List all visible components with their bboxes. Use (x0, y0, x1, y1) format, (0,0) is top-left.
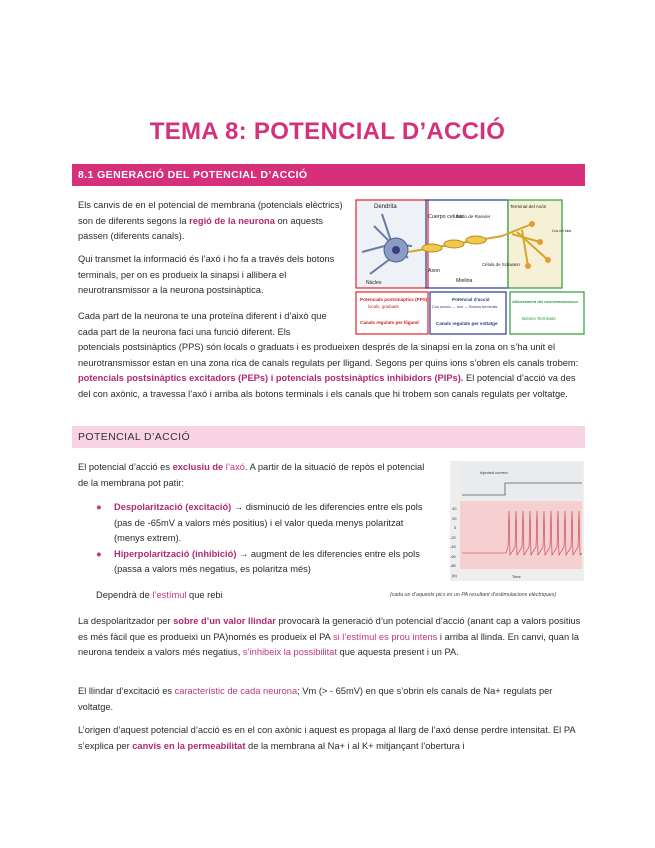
membrane-panel (460, 501, 582, 569)
svg-text:40: 40 (452, 506, 457, 511)
label-axon: Axon (428, 268, 440, 274)
box-nt-foot: Botons Terminals (522, 316, 556, 321)
paragraph-threshold: La despolaritzador per sobre d’un valor llindar provocarà la generació d’un potencial d’acció (anant cap a valors positius es més fàcil que es produeixi un PA)només es produeix el PA si l’estímul es prou intens i arriba al llinda. En canvi, quan la neurona tendeix a valors més negatius, s’inhibeix la possibilitat que aquesta present i un PA. (78, 616, 581, 657)
neuron-diagram (352, 196, 587, 337)
injected-current-panel (460, 463, 582, 499)
panel-label: (b) (452, 573, 457, 578)
paragraph-axon: Qui transmet la informació és l’axó i ho fa a través dels botons terminals, per on es produeix la sinapsi i allibera el neurotransmissor a la neurona postsinàptica. (78, 254, 335, 295)
subsection-heading: POTENCIAL D’ACCIÓ (72, 426, 585, 448)
polarization-list (96, 500, 426, 578)
box-pa-foot: Canals regulats per voltatge (436, 321, 498, 326)
label-nucleus: Núcleo (366, 280, 382, 286)
list-item: ● Hiperpolarització (inhibició) → augment de les diferencies entre els pols (passa a valors més negatius, es polaritza més) (96, 548, 420, 574)
label-mielina: Mielina (456, 278, 473, 284)
injected-label: Injected current (480, 470, 508, 475)
paragraph-proteins: Cada part de la neurona te una proteïna diferent i d’això que cada part de la neurona faci una funció diferent. Els (78, 311, 327, 337)
svg-text:-20: -20 (450, 535, 456, 540)
svg-text:-80: -80 (450, 563, 456, 568)
box-nt-title: Alliberament del neurotransmissor (512, 299, 579, 304)
paragraph-pps: potencials postsinàptics (PPS) són locals o graduats i es produeixen després de la sinapsi en la zona on s’ha unit el neurotransmissor estan en una zona rica de canals regulats per lligand. Segons per quins ions s’obren els canals trobem: potencials postsinàptics excitadors (PEPs) i potencials postsinàptics inhibidors (PIPs). El potencial d’acció va des del con axònic, a travessa l’axó i arriba als botons terminals i els canals que hi trobem son canals regulats per voltatge. (78, 342, 579, 399)
svg-text:-60: -60 (450, 554, 456, 559)
bullet-icon: ● (96, 502, 102, 512)
paragraph-pa-intro: El potencial d’acció es exclusiu de l’axó. A partir de la situació de repòs el potencial de la membrana pot patir: (78, 462, 425, 488)
box-pps-title: Potencials postsinàptics (PPS) (360, 297, 428, 302)
terminal-frame (508, 200, 562, 288)
section-heading: 8.1 GENERACIÓ DEL POTENCIAL D’ACCIÓ (72, 164, 585, 186)
paragraph-stimulus: Dependrà de l’estímul que rebi (96, 590, 223, 600)
box-pa-sub: Con axònic → Axó → Botons terminals (432, 305, 498, 309)
box-pa-title: Potencial d’acció (452, 297, 490, 302)
svg-text:-40: -40 (450, 544, 456, 549)
list-item: ● Despolarització (excitació) → disminució de les diferencies entre els pols (pas de -65mV a valors més positius) i el valor queda menys polaritzat (menys extrem). (96, 502, 423, 543)
figure-caption: (cada un d’aquests pics es un PA resultant d’estimulacions elèctriques) (389, 592, 557, 598)
svg-text:20: 20 (452, 516, 457, 521)
x-axis-label: Time (512, 574, 521, 579)
label-dendrite: Dendrita (374, 204, 397, 210)
page-title: TEMA 8: POTENCIAL D’ACCIÓ (149, 118, 506, 145)
label-terminal: Terminal del Axón (510, 204, 547, 209)
svg-text:0: 0 (454, 525, 457, 530)
paragraph-origin: L’origen d’aquest potencial d’acció es en el con axònic i aquest es propaga al llarg de l’axó dense perdre intensitat. El PA s’explica per canvis en la permeabilitat de la membrana al Na+ i al K+ mitjançant l’obertura i (78, 725, 576, 751)
label-ranvier: Nodo de Ranvier (456, 214, 491, 219)
label-cuerpo: Cuerpo celular (428, 214, 464, 220)
paragraph-regions: Els canvis de en el potencial de membrana (potencials elèctrics) son de diferents segons la regió de la neurona on aquests passen (diferents canals). (78, 200, 343, 241)
label-cos: Cos cel·lular (552, 229, 572, 233)
bullet-icon: ● (96, 548, 102, 559)
paragraph-llindar: El llindar d’excitació es característic de cada neurona; Vm (> - 65mV) en que s’obrin els canals de Na+ regulats per voltatge. (78, 686, 553, 712)
action-potential-trace (450, 461, 584, 581)
box-pps-sub: locals, graduats (368, 304, 399, 309)
label-schwann: Célula de Schwann (482, 262, 520, 267)
box-pps-foot: Canals regulats per lligand (360, 320, 419, 325)
